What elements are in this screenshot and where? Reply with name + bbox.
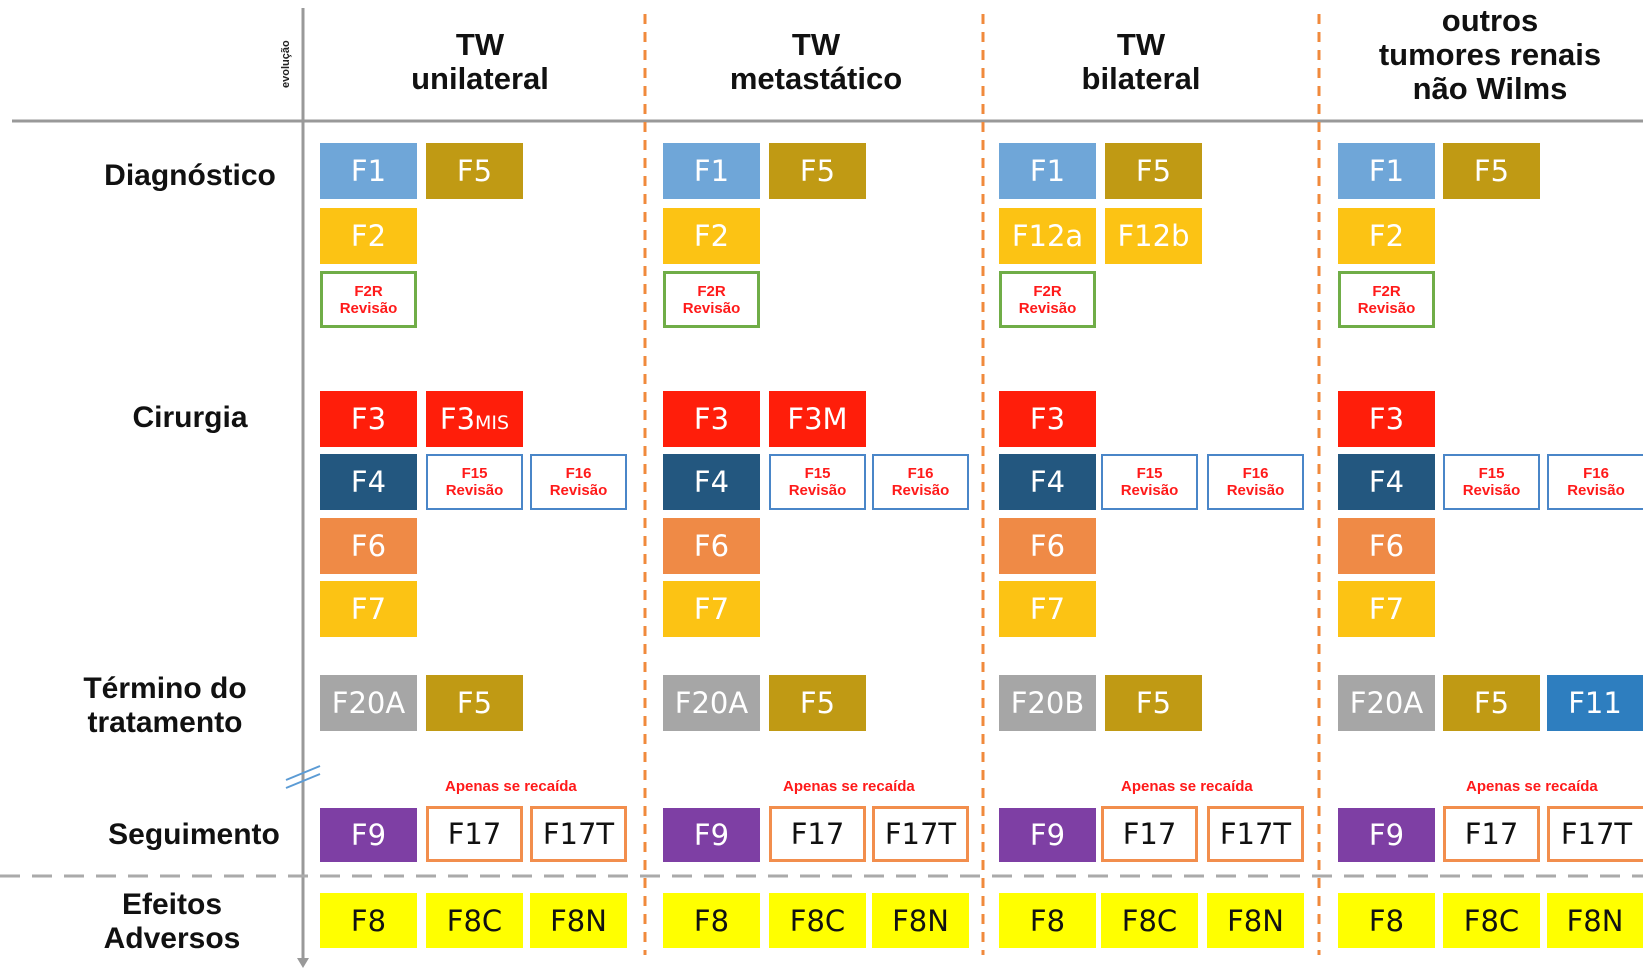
form-F4: F4 — [999, 454, 1096, 510]
form-revisao-label: Revisão — [1567, 482, 1625, 499]
column-header-line: TW — [455, 27, 505, 62]
form-F9: F9 — [1338, 808, 1435, 862]
form-F8N: F8N — [872, 893, 969, 948]
column-header-line: tumores renais — [1378, 37, 1602, 72]
form-F6: F6 — [999, 518, 1096, 574]
form-code-suffix: MIS — [475, 412, 510, 434]
form-code: F16 — [565, 465, 592, 482]
form-F17T: F17T — [530, 806, 627, 862]
form-F12a: F12a — [999, 208, 1096, 264]
form-F7: F7 — [1338, 581, 1435, 637]
column-header-tw-bilateral — [1001, 28, 1281, 96]
form-F5: F5 — [769, 143, 866, 199]
form-F8: F8 — [320, 893, 417, 948]
form-revisao-label: Revisão — [682, 299, 741, 317]
form-F8C: F8C — [769, 893, 866, 948]
form-F16-revisao — [1547, 454, 1643, 510]
form-F8N: F8N — [530, 893, 627, 948]
axis-arrow-icon — [297, 958, 309, 968]
form-F8: F8 — [1338, 893, 1435, 948]
form-code — [440, 402, 509, 436]
form-F3MIS — [426, 391, 523, 447]
form-F16-revisao — [530, 454, 627, 510]
row-label-line: Término do — [83, 672, 247, 705]
form-revisao-label: Revisão — [1226, 482, 1285, 499]
form-F2: F2 — [663, 208, 760, 264]
form-F1: F1 — [1338, 143, 1435, 199]
form-revisao-label: Revisão — [788, 482, 847, 499]
form-F20A: F20A — [663, 675, 760, 731]
form-F6: F6 — [1338, 518, 1435, 574]
form-F17: F17 — [769, 806, 866, 862]
form-code: F16 — [907, 465, 934, 482]
form-F5: F5 — [1443, 675, 1540, 731]
column-header-line: TW — [1116, 27, 1166, 62]
form-revisao-label: Revisão — [549, 482, 608, 499]
form-F8C: F8C — [1101, 893, 1198, 948]
form-F15-revisao — [769, 454, 866, 510]
form-F5: F5 — [769, 675, 866, 731]
form-F5: F5 — [1105, 143, 1202, 199]
form-F8N: F8N — [1207, 893, 1304, 948]
form-code: F16 — [1583, 465, 1609, 482]
form-code-main: F3 — [439, 402, 476, 436]
form-F2R-revisao — [663, 271, 760, 328]
form-F1: F1 — [663, 143, 760, 199]
form-F9: F9 — [320, 808, 417, 862]
form-F3: F3 — [663, 391, 760, 447]
form-code: F15 — [1136, 465, 1163, 482]
form-F16-revisao — [1207, 454, 1304, 510]
form-code: F15 — [804, 465, 831, 482]
form-F2R-revisao — [999, 271, 1096, 328]
form-F7: F7 — [663, 581, 760, 637]
form-F2R-revisao — [320, 271, 417, 328]
form-revisao-label: Revisão — [891, 482, 950, 499]
form-F9: F9 — [663, 808, 760, 862]
form-F15-revisao — [1443, 454, 1540, 510]
form-F17: F17 — [426, 806, 523, 862]
form-F20A: F20A — [320, 675, 417, 731]
form-F16-revisao — [872, 454, 969, 510]
form-F1: F1 — [320, 143, 417, 199]
form-F5: F5 — [1105, 675, 1202, 731]
form-F2R-revisao — [1338, 271, 1435, 328]
form-revisao-label: Revisão — [1357, 299, 1416, 317]
form-F17T: F17T — [872, 806, 969, 862]
form-F8C: F8C — [426, 893, 523, 948]
row-label-line: Seguimento — [108, 818, 280, 851]
form-revisao-label: Revisão — [1462, 482, 1521, 499]
form-F7: F7 — [999, 581, 1096, 637]
column-header-line: TW — [791, 27, 841, 62]
row-label-cirurgia — [70, 401, 310, 435]
form-F2: F2 — [1338, 208, 1435, 264]
relapse-note: Apenas se recaída — [1466, 778, 1598, 795]
form-F17: F17 — [1443, 806, 1540, 862]
form-F8N: F8N — [1547, 893, 1643, 948]
form-F1: F1 — [999, 143, 1096, 199]
column-header-line: outros — [1441, 3, 1539, 38]
relapse-note: Apenas se recaída — [1121, 778, 1253, 795]
column-header-nao-wilms — [1340, 4, 1640, 106]
row-label-line: Diagnóstico — [104, 159, 276, 192]
form-F15-revisao — [1101, 454, 1198, 510]
row-label-termino — [45, 672, 285, 740]
form-F17T: F17T — [1547, 806, 1643, 862]
form-F20B: F20B — [999, 675, 1096, 731]
row-label-line: Efeitos — [121, 888, 223, 921]
row-label-seguimento — [74, 818, 314, 852]
column-header-tw-unilateral — [340, 28, 620, 96]
form-F4: F4 — [320, 454, 417, 510]
row-label-line: tratamento — [87, 706, 243, 739]
column-header-line: não Wilms — [1412, 71, 1568, 106]
form-F3: F3 — [1338, 391, 1435, 447]
form-F20A: F20A — [1338, 675, 1435, 731]
form-code: F15 — [461, 465, 488, 482]
form-F6: F6 — [663, 518, 760, 574]
form-F12b: F12b — [1105, 208, 1202, 264]
relapse-note: Apenas se recaída — [445, 778, 577, 795]
form-revisao-label: Revisão — [339, 299, 398, 317]
form-revisao-label: Revisão — [1120, 482, 1179, 499]
form-code: F2R — [1033, 282, 1062, 300]
column-header-tw-metastatico — [676, 28, 956, 96]
form-F17: F17 — [1101, 806, 1198, 862]
form-F17T: F17T — [1207, 806, 1304, 862]
form-F15-revisao — [426, 454, 523, 510]
form-F3: F3 — [320, 391, 417, 447]
form-code: F16 — [1242, 465, 1269, 482]
row-label-line: Adversos — [103, 922, 241, 955]
relapse-note: Apenas se recaída — [783, 778, 915, 795]
form-F4: F4 — [1338, 454, 1435, 510]
form-F3M: F3M — [769, 391, 866, 447]
form-F6: F6 — [320, 518, 417, 574]
row-label-line: Cirurgia — [132, 401, 248, 434]
form-code: F2R — [1372, 282, 1401, 300]
form-F8: F8 — [663, 893, 760, 948]
column-header-line: unilateral — [411, 61, 549, 96]
form-F5: F5 — [426, 675, 523, 731]
form-F9: F9 — [999, 808, 1096, 862]
axis-label: evolução — [280, 40, 292, 88]
form-F5: F5 — [1443, 143, 1540, 199]
form-F11: F11 — [1547, 675, 1643, 731]
row-label-efeitos-adversos — [52, 888, 292, 956]
form-F3: F3 — [999, 391, 1096, 447]
form-F2: F2 — [320, 208, 417, 264]
form-code: F2R — [354, 282, 383, 300]
form-F8: F8 — [999, 893, 1096, 948]
column-header-line: bilateral — [1081, 61, 1201, 96]
form-revisao-label: Revisão — [1018, 299, 1077, 317]
form-code: F15 — [1478, 465, 1505, 482]
form-F4: F4 — [663, 454, 760, 510]
form-revisao-label: Revisão — [445, 482, 504, 499]
form-code: F2R — [697, 282, 726, 300]
form-F7: F7 — [320, 581, 417, 637]
form-F5: F5 — [426, 143, 523, 199]
column-header-line: metastático — [729, 61, 903, 96]
row-label-diagnostico — [70, 159, 310, 193]
form-F8C: F8C — [1443, 893, 1540, 948]
